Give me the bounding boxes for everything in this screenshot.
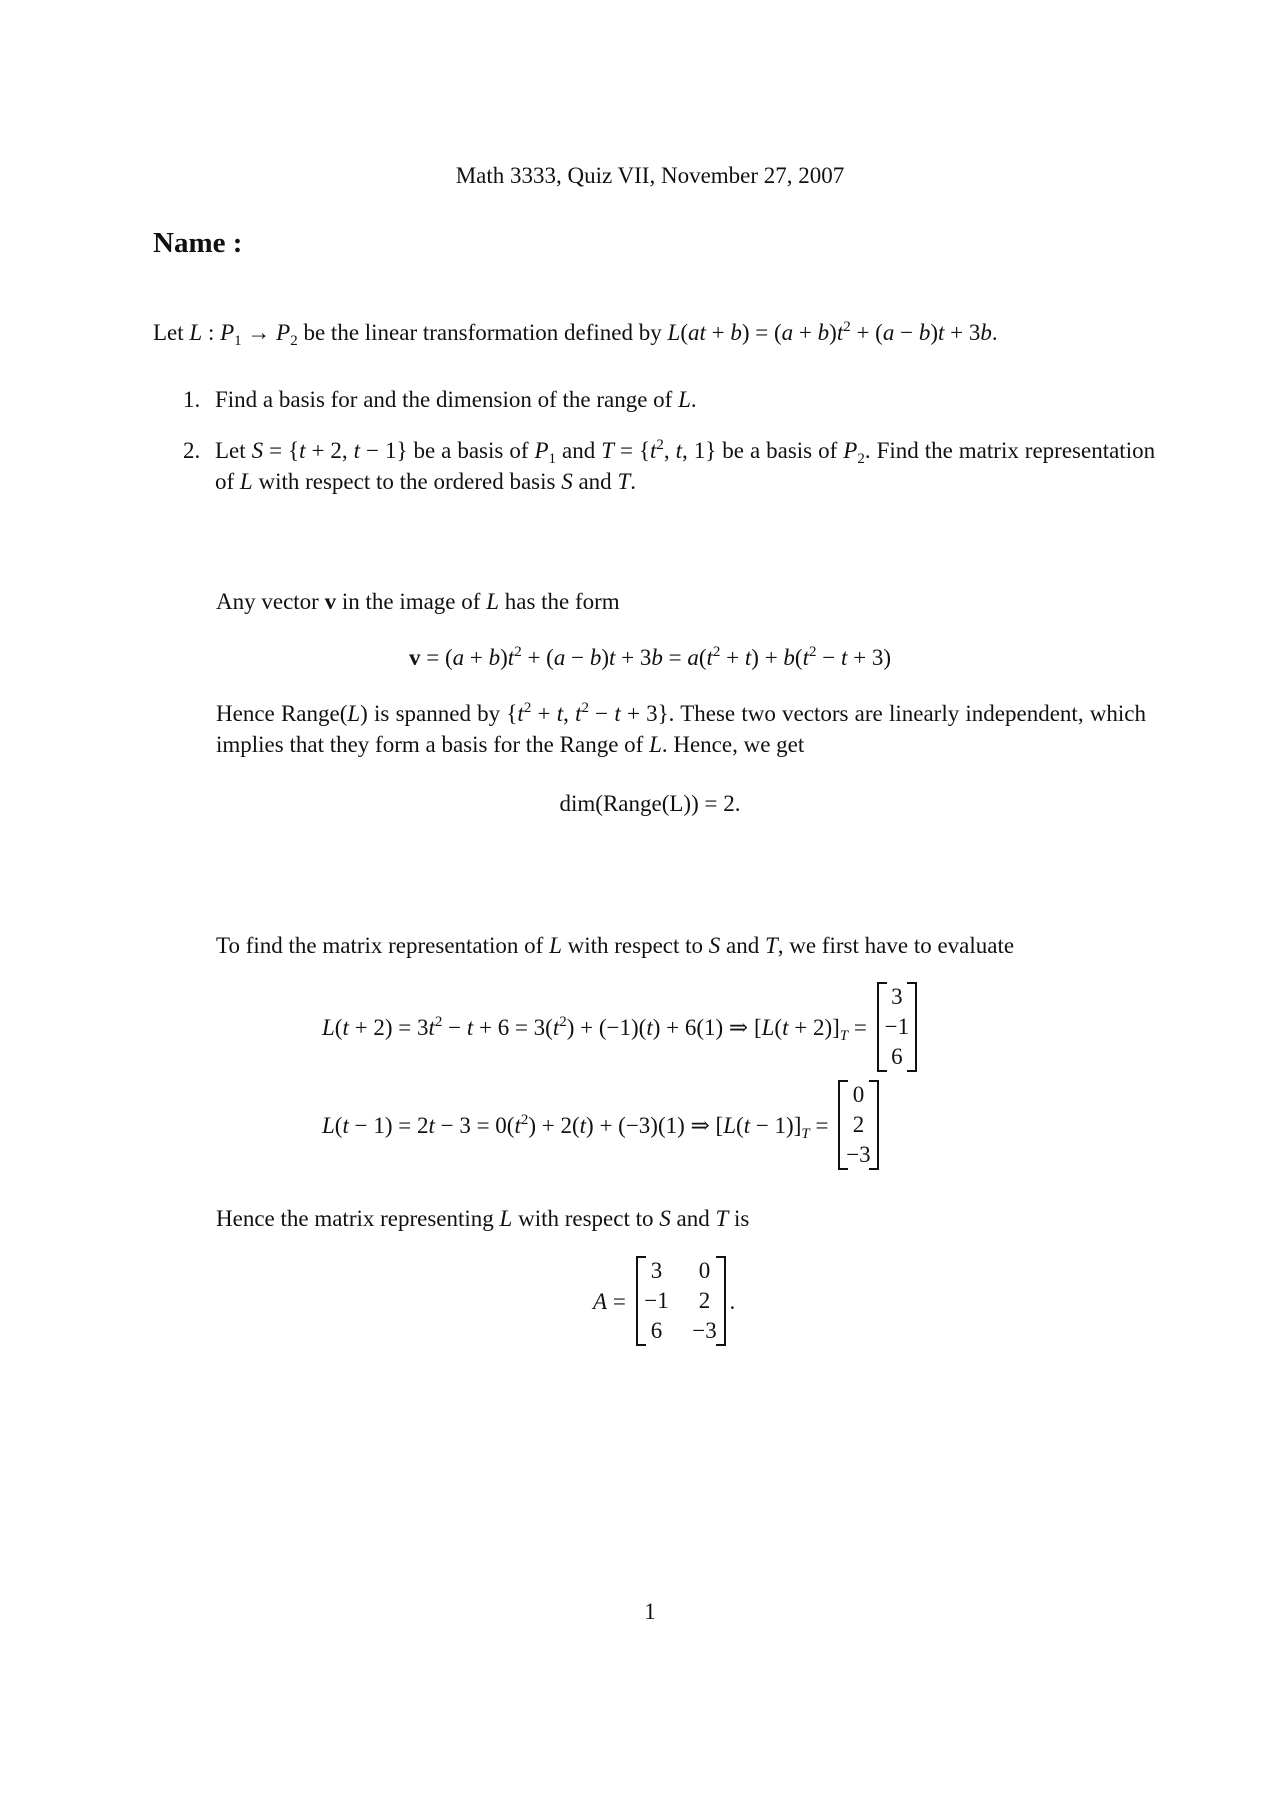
solution-paragraph-1: Any vector v in the image of L has the form — [216, 589, 620, 614]
equation-L-t-minus-1: $L(t - 1) = 2t - 3 = 0(t^2) + 2(t) + (-3)(1)$ ⇒ $[L(t - 1)]_T$ = 0 2 −3 — [322, 1080, 883, 1170]
matrix-entry: 3 — [891, 984, 903, 1009]
matrix-entry: 2 — [698, 1288, 711, 1313]
solution-paragraph-3: To find the matrix representation of L with respect to S and T, we first have to evaluate — [216, 933, 1015, 958]
matrix-entry: 6 — [650, 1318, 663, 1343]
question-2: 2. Let S = {t + 2, t − 1} be a basis of $P_1$ and $T = \{t^2$, t, 1} be a basis of $P_2$. Find the matrix representation of L with respect to the ordered basis S and T. — [183, 437, 1156, 494]
dimension-equation: dim(Range(L)) = 2. — [559, 791, 741, 816]
question-1: 1. Find a basis for and the dimension of the range of L. — [183, 387, 697, 412]
equation-v: $v = (a + b)t^2 + (a - b)t + 3b = a(t^2 + t) + b(t^2 - t + 3)$ — [409, 644, 891, 670]
page-number: 1 — [644, 1599, 656, 1624]
matrix-entry: 2 — [852, 1112, 865, 1137]
matrix-A — [636, 1256, 726, 1346]
matrix-entry: 0 — [852, 1082, 865, 1107]
coord-vector-2 — [838, 1080, 878, 1170]
matrix-entry: −1 — [644, 1288, 669, 1313]
name-label: Name : — [153, 227, 243, 259]
matrix-entry: 3 — [650, 1258, 663, 1283]
solution-paragraph-4: Hence the matrix representing L with respect to S and T is — [216, 1206, 750, 1231]
matrix-entry: −3 — [846, 1142, 871, 1167]
solution-paragraph-2: Hence Range(L) is spanned by {$t^2 + t$, $t^2 - t + 3$}. These two vectors are linearly independent, which implies that they form a basis for the Range of L. Hence, we get — [216, 700, 1146, 757]
matrix-entry: 0 — [698, 1258, 711, 1283]
matrix-entry: −3 — [692, 1318, 717, 1343]
quiz-title: Math 3333, Quiz VII, November 27, 2007 — [455, 163, 845, 188]
coord-vector-1 — [877, 982, 917, 1072]
problem-intro: Let L : $P_1 \to P_2$ be the linear transformation defined by $L(at + b) = (a + b)t^2 + (a - b)t + 3b$. — [153, 319, 998, 349]
matrix-A-equation: A = 3 −1 6 0 2 −3 . — [593, 1256, 735, 1346]
equation-L-t-plus-2: $L(t + 2) = 3t^2 - t + 6 = 3(t^2) + (-1)(t) + 6(1)$ ⇒ $[L(t + 2)]_T$ = 3 −1 6 — [322, 982, 921, 1072]
matrix-entry: 6 — [891, 1044, 903, 1069]
matrix-entry: −1 — [884, 1014, 910, 1039]
